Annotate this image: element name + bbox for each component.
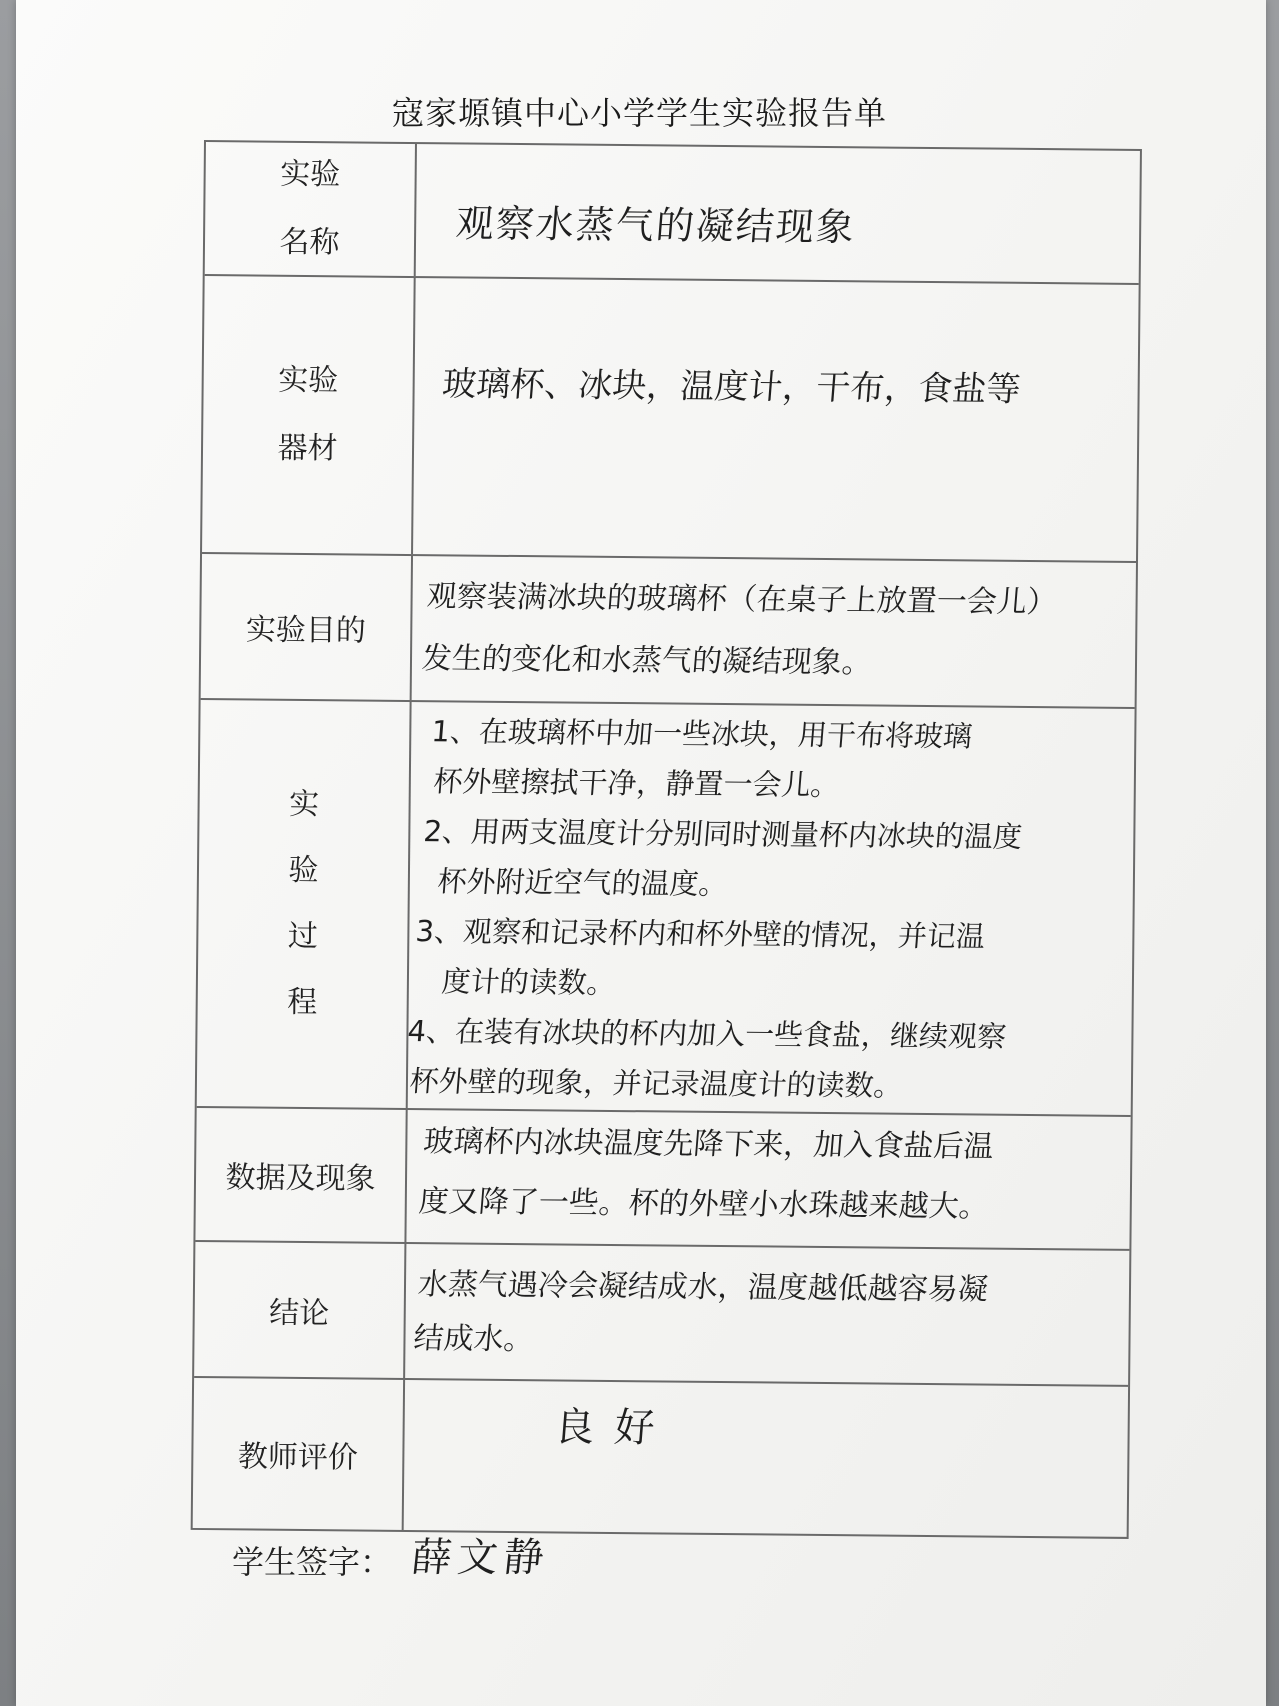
conclusion-line: 结成水。: [412, 1321, 536, 1358]
process-line: 杯外附近空气的温度。: [436, 864, 729, 902]
value-experiment-materials-cell: [413, 278, 1139, 561]
row-conclusion: [194, 1242, 1129, 1387]
process-line: 度计的读数。: [440, 964, 618, 1000]
label-char: 实: [288, 786, 320, 823]
label-line: 实验: [278, 362, 339, 399]
row-experiment-name: [205, 142, 1140, 285]
label-experiment-name: [205, 142, 417, 276]
process-line: 4、在装有冰块的杯内加入一些食盐，继续观察: [406, 1014, 1008, 1054]
purpose-line: 观察装满冰块的玻璃杯（在桌子上放置一会儿）: [425, 579, 1059, 621]
conclusion-line: 水蒸气遇冷会凝结成水，温度越低越容易凝: [416, 1267, 990, 1308]
label-char: 程: [287, 984, 318, 1021]
process-line: 3、观察和记录杯内和杯外壁的情况，并记温: [414, 914, 987, 954]
value-experiment-process-cell: [408, 702, 1135, 1115]
row-experiment-purpose: [201, 554, 1136, 709]
row-experiment-process: [197, 700, 1135, 1117]
label-experiment-materials: [202, 276, 416, 554]
report-form-table: [191, 140, 1142, 1539]
label-char: 验: [288, 852, 319, 889]
value-experiment-name-cell: [416, 144, 1140, 283]
label-line: 器材: [277, 430, 338, 467]
data-phenomena-value: [416, 1112, 996, 1237]
data-line: 度又降了一些。杯的外壁小水珠越来越大。: [417, 1184, 991, 1225]
value-data-phenomena-cell: [406, 1110, 1130, 1249]
teacher-evaluation-value: 良好: [552, 1404, 677, 1452]
value-teacher-evaluation-cell: [404, 1380, 1128, 1537]
label-data-phenomena: 数据及现象: [195, 1108, 407, 1242]
experiment-purpose-value: [419, 566, 1059, 696]
process-line: 1、在玻璃杯中加一些冰块，用干布将玻璃: [430, 714, 974, 754]
label-experiment-process: [197, 700, 412, 1108]
process-line: 杯外壁擦拭干净，静置一会儿。: [432, 764, 841, 803]
experiment-name-value: 观察水蒸气的凝结现象: [454, 201, 858, 250]
label-char: 过: [287, 918, 319, 955]
value-experiment-purpose-cell: [412, 556, 1136, 707]
value-conclusion-cell: [405, 1244, 1129, 1385]
experiment-materials-value: 玻璃杯、冰块，温度计，干布，食盐等: [440, 364, 1022, 410]
label-teacher-evaluation: 教师评价: [193, 1378, 405, 1530]
process-line: 杯外壁的现象，并记录温度计的读数。: [408, 1064, 905, 1103]
row-data-phenomena: [195, 1108, 1130, 1251]
student-signature-label: 学生签字：: [232, 1543, 393, 1581]
label-line: 实验: [280, 156, 341, 193]
data-line: 玻璃杯内冰块温度先降下来，加入食盐后温: [422, 1124, 995, 1165]
label-conclusion: 结论: [194, 1242, 406, 1378]
label-line: 名称: [279, 224, 340, 261]
report-title: 寇家塬镇中心小学学生实验报告单: [391, 94, 887, 132]
student-signature-value: 薛文静: [409, 1535, 553, 1581]
experiment-process-value: [402, 706, 1032, 1111]
purpose-line: 发生的变化和水蒸气的凝结现象。: [420, 641, 874, 681]
process-line: 2、用两支温度计分别同时测量杯内冰块的温度: [422, 814, 1024, 854]
conclusion-value: [411, 1258, 990, 1371]
label-experiment-purpose: 实验目的: [201, 554, 413, 700]
row-experiment-materials: [202, 276, 1139, 563]
row-teacher-evaluation: [193, 1378, 1128, 1537]
